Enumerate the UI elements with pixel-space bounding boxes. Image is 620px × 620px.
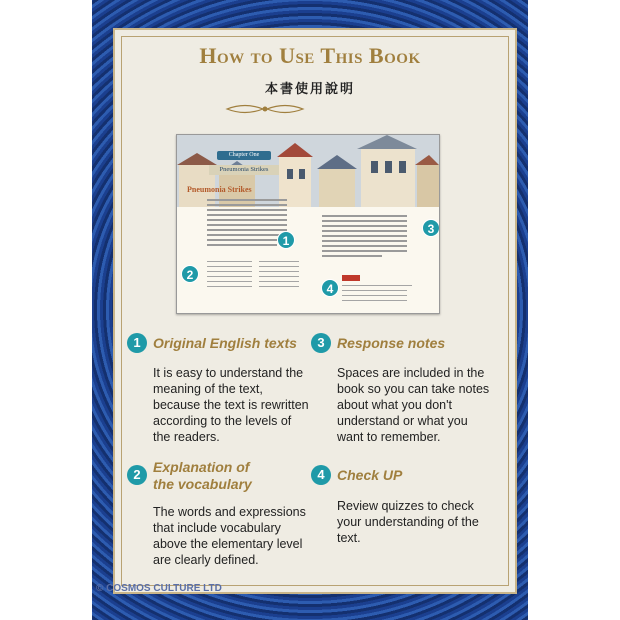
callout-2: 2 (181, 265, 199, 283)
text-line (207, 219, 287, 221)
vocab-line (259, 261, 299, 262)
callout-1: 1 (277, 231, 295, 249)
body-line: because the text is rewritten (153, 398, 309, 412)
text-line (207, 234, 287, 236)
body-line: are clearly defined. (153, 553, 259, 567)
vocab-line (259, 266, 299, 267)
item-heading-original-texts: Original English texts (153, 335, 297, 351)
vocab-line (207, 266, 252, 267)
text-line (207, 209, 287, 211)
text-line (207, 199, 287, 201)
body-line: It is easy to understand the (153, 366, 304, 380)
item-number-3: 3 (311, 333, 331, 353)
text-line (207, 224, 287, 226)
text-line (207, 214, 287, 216)
text-line (322, 245, 407, 247)
text-line (207, 239, 287, 241)
item-heading-vocabulary (153, 459, 252, 493)
text-line (322, 230, 407, 232)
text-line (322, 240, 407, 242)
body-line: Review quizzes to check (337, 499, 474, 513)
body-line: meaning of the text, (153, 382, 263, 396)
body-line: your understanding of the (337, 515, 479, 529)
quiz-line (342, 300, 407, 301)
vocab-line (259, 271, 299, 272)
item-number-2: 2 (127, 465, 147, 485)
item-body-check-up (337, 498, 479, 546)
body-line: according to the levels of (153, 414, 292, 428)
vocab-line (207, 261, 252, 262)
text-line (207, 229, 287, 231)
page-title: How to Use This Book (199, 43, 421, 68)
body-line: the readers. (153, 430, 220, 444)
heading-line: the vocabulary (153, 476, 252, 492)
body-line: that include vocabulary (153, 521, 281, 535)
item-heading-response-notes: Response notes (337, 335, 446, 351)
vocab-line (259, 281, 299, 282)
vocab-line (207, 286, 252, 287)
vocab-line (207, 271, 252, 272)
story-heading: Pneumonia Strikes (187, 185, 252, 194)
page-subtitle: 本書使用說明 (264, 82, 355, 97)
chapter-badge: Chapter One (217, 151, 271, 160)
body-line: understand or what you (337, 414, 468, 428)
quiz-line (342, 290, 407, 291)
body-line: text. (337, 531, 361, 545)
text-line (322, 235, 407, 237)
vocab-line (259, 286, 299, 287)
item-number-1: 1 (127, 333, 147, 353)
text-line (322, 225, 407, 227)
heading-line: Explanation of (153, 459, 250, 475)
text-line (322, 215, 407, 217)
item-number-4: 4 (311, 465, 331, 485)
item-body-original-texts (153, 365, 309, 445)
quiz-line (342, 285, 412, 286)
body-line: above the elementary level (153, 537, 303, 551)
item-body-vocabulary (153, 504, 306, 568)
body-line: Spaces are included in the (337, 366, 485, 380)
quiz-badge (342, 275, 360, 281)
quiz-line (342, 295, 407, 296)
text-line (322, 250, 407, 252)
item-body-response-notes (337, 365, 489, 445)
body-line: want to remember. (337, 430, 441, 444)
callout-4: 4 (321, 279, 339, 297)
body-line: book so you can take notes (337, 382, 490, 396)
vocab-line (207, 281, 252, 282)
text-line (322, 255, 382, 257)
vocab-line (207, 276, 252, 277)
text-line (207, 244, 277, 246)
ornament-divider-icon (225, 102, 305, 116)
text-line (207, 204, 287, 206)
body-line: about what you don't (337, 398, 452, 412)
copyright-watermark: © COSMOS CULTURE LTD (96, 583, 222, 594)
vocab-line (259, 276, 299, 277)
callout-3: 3 (422, 219, 440, 237)
text-line (322, 220, 407, 222)
sample-page-illustration (176, 134, 440, 314)
chapter-title-banner: Pneumonia Strikes (209, 165, 279, 175)
body-line: The words and expressions (153, 505, 306, 519)
item-heading-check-up: Check UP (337, 467, 403, 483)
